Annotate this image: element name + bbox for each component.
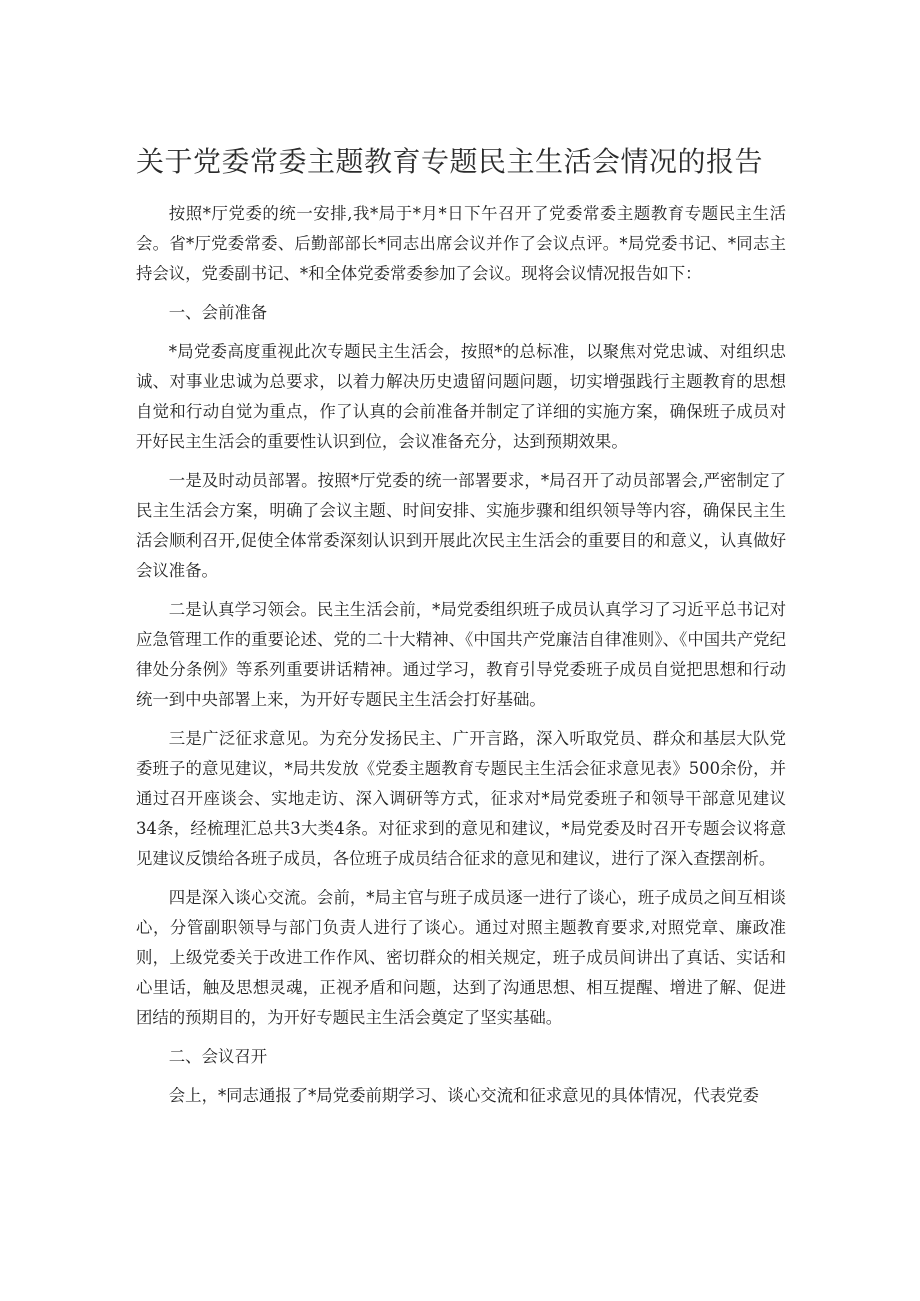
intro-paragraph: 按照*厅党委的统一安排,我*局于*月*日下午召开了党委常委主题教育专题民主生活会。省*厅党委常委、后勤部部长*同志出席会议并作了会议点评。*局党委书记、*同志主持会议，党委副书记、*和全体党委常委参加了会议。现将会议情况报告如下：	[136, 204, 786, 283]
document-title: 关于党委常委主题教育专题民主生活会情况的报告	[136, 145, 764, 178]
section-heading-preparation: 一、会前准备	[168, 303, 268, 322]
paragraph-opinions: 三是广泛征求意见。为充分发扬民主、广开言路，深入听取党员、群众和基层大队党委班子的意见建议，*局共发放《党委主题教育专题民主生活会征求意见表》500余份，并通过召开座谈会、实地走访、深入调研等方式，征求对*局党委班子和领导干部意见建议34条，经梳理汇总共3大类4条。对征求到的意见和建议，*局党委及时召开专题会议将意见建议反馈给各班子成员，各位班子成员结合征求的意见和建议，进行了深入查摆剖析。	[136, 729, 786, 868]
paragraph-study: 二是认真学习领会。民主生活会前，*局党委组织班子成员认真学习了习近平总书记对应急管理工作的重要论述、党的二十大精神、《中国共产党廉洁自律准则》、《中国共产党纪律处分条例》等系列重要讲话精神。通过学习，教育引导党委班子成员自觉把思想和行动统一到中央部署上来，为开好专题民主生活会打好基础。	[136, 600, 786, 709]
paragraph-mobilization: 一是及时动员部署。按照*厅党委的统一部署要求，*局召开了动员部署会,严密制定了民主生活会方案，明确了会议主题、时间安排、实施步骤和组织领导等内容，确保民主生活会顺利召开,促使全体常委深刻认识到开展此次民主生活会的重要目的和意义，认真做好会议准备。	[136, 471, 786, 580]
paragraph-meeting-start: 会上，*同志通报了*局党委前期学习、谈心交流和征求意见的具体情况，代表党委	[168, 1086, 759, 1105]
document-body	[136, 199, 786, 1120]
paragraph-heart-talk: 四是深入谈心交流。会前，*局主官与班子成员逐一进行了谈心，班子成员之间互相谈心，分管副职领导与部门负责人进行了谈心。通过对照主题教育要求,对照党章、廉政准则，上级党委关于改进工作作风、密切群众的相关规定，班子成员间讲出了真话、实话和心里话，触及思想灵魂，正视矛盾和问题，达到了沟通思想、相互提醒、增进了解、促进团结的预期目的，为开好专题民主生活会奠定了坚实基础。	[136, 888, 786, 1027]
section-heading-meeting: 二、会议召开	[168, 1047, 268, 1066]
paragraph-preparation-overview: *局党委高度重视此次专题民主生活会，按照*的总标准，以聚焦对党忠诚、对组织忠诚、对事业忠诚为总要求，以着力解决历史遗留问题问题，切实增强践行主题教育的思想自觉和行动自觉为重点，作了认真的会前准备并制定了详细的实施方案，确保班子成员对开好民主生活会的重要性认识到位，会议准备充分，达到预期效果。	[136, 342, 786, 451]
